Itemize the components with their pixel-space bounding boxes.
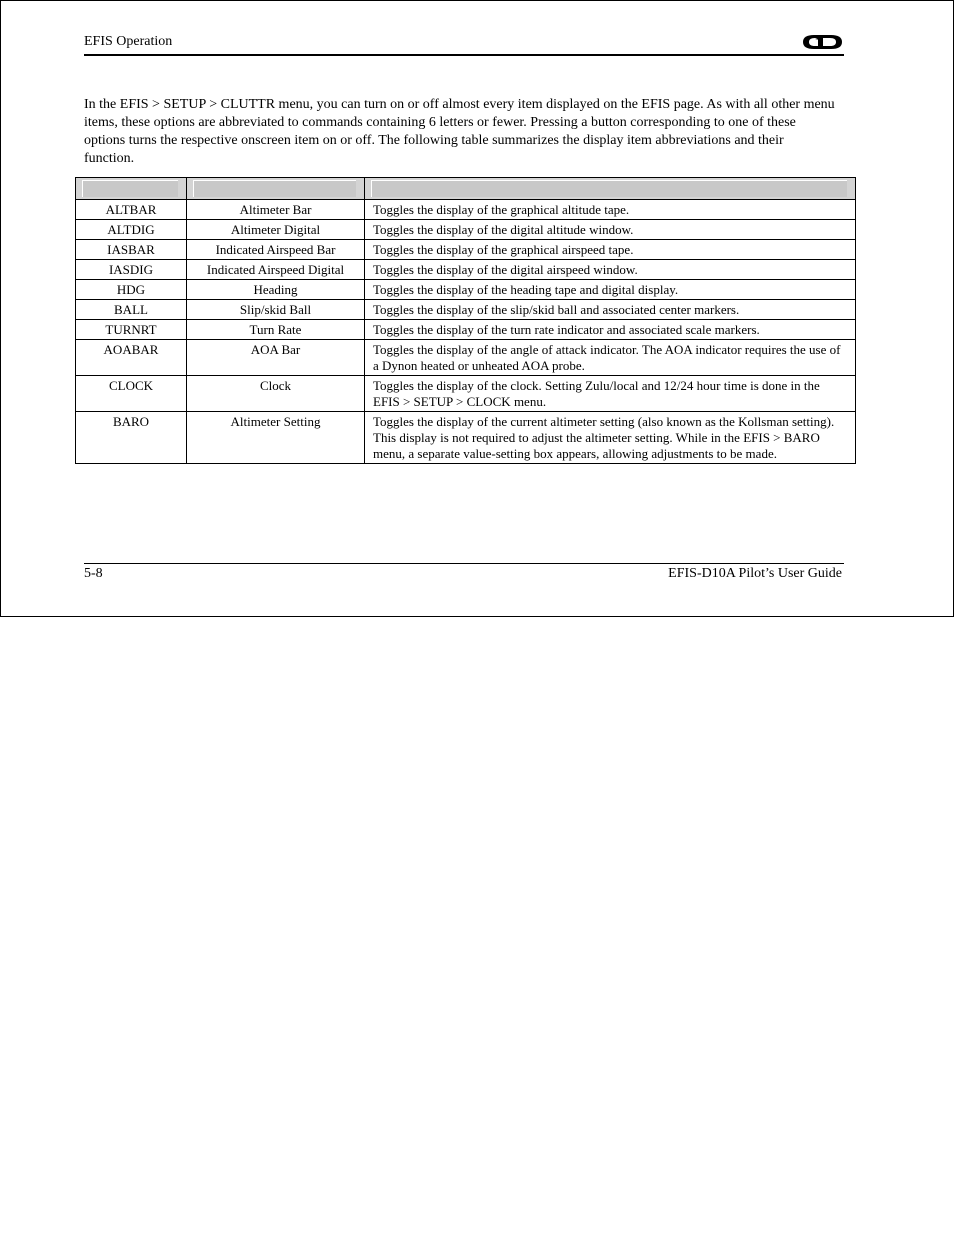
item-cell: Slip/skid Ball (187, 300, 365, 320)
abbreviation-cell: BARO (76, 412, 187, 464)
function-cell: Toggles the display of the angle of attack indicator. The AOA indicator requires the use of a Dynon heated or unheated AOA probe. (365, 340, 856, 376)
item-cell: Indicated Airspeed Digital (187, 260, 365, 280)
table-row (76, 280, 856, 300)
header-cell-item (187, 178, 365, 200)
page-header (84, 33, 844, 56)
guide-title: EFIS-D10A Pilot’s User Guide (668, 566, 842, 581)
table-header-row (76, 178, 856, 200)
abbreviation-cell: AOABAR (76, 340, 187, 376)
table-row (76, 220, 856, 240)
table-row (76, 412, 856, 464)
table-row (76, 200, 856, 220)
abbreviation-cell: ALTDIG (76, 220, 187, 240)
table-row (76, 240, 856, 260)
abbreviation-cell: IASBAR (76, 240, 187, 260)
function-cell: Toggles the display of the current altimeter setting (also known as the Kollsman setting). This display is not required to adjust the altimeter setting. While in the EFIS > BARO menu, a separate value-setting box appears, allowing adjustments to be made. (365, 412, 856, 464)
table-row (76, 320, 856, 340)
item-cell: Clock (187, 376, 365, 412)
function-cell: Toggles the display of the digital altitude window. (365, 220, 856, 240)
item-cell: Altimeter Digital (187, 220, 365, 240)
table-row (76, 340, 856, 376)
function-cell: Toggles the display of the clock. Setting Zulu/local and 12/24 hour time is done in the EFIS > SETUP > CLOCK menu. (365, 376, 856, 412)
dynon-logo-icon (800, 33, 844, 51)
function-cell: Toggles the display of the graphical airspeed tape. (365, 240, 856, 260)
abbreviation-cell: TURNRT (76, 320, 187, 340)
function-cell: Toggles the display of the slip/skid ball and associated center markers. (365, 300, 856, 320)
abbreviation-cell: HDG (76, 280, 187, 300)
item-cell: Turn Rate (187, 320, 365, 340)
function-cell: Toggles the display of the digital airspeed window. (365, 260, 856, 280)
page-footer (84, 563, 844, 588)
intro-paragraph: In the EFIS > SETUP > CLUTTR menu, you can turn on or off almost every item displayed on the EFIS page. As with all other menu items, these options are abbreviated to commands containing 6 letters or fewer. Pressing a button corresponding to one of these options turns the respective onscreen item on or off. The following table summarizes the display item abbreviations and their function. (84, 97, 835, 166)
page-number: 5-8 (84, 566, 103, 581)
item-cell: Altimeter Bar (187, 200, 365, 220)
abbreviation-cell: IASDIG (76, 260, 187, 280)
abbreviation-cell: CLOCK (76, 376, 187, 412)
table-row (76, 300, 856, 320)
function-cell: Toggles the display of the graphical altitude tape. (365, 200, 856, 220)
function-cell: Toggles the display of the heading tape and digital display. (365, 280, 856, 300)
table-row (76, 376, 856, 412)
item-cell: Altimeter Setting (187, 412, 365, 464)
clutter-table (75, 177, 856, 464)
abbreviation-cell: BALL (76, 300, 187, 320)
function-cell: Toggles the display of the turn rate indicator and associated scale markers. (365, 320, 856, 340)
table-body (76, 200, 856, 464)
item-cell: AOA Bar (187, 340, 365, 376)
header-title: EFIS Operation (84, 34, 173, 49)
header-cell-function (365, 178, 856, 200)
table-row (76, 260, 856, 280)
header-cell-abbreviation (76, 178, 187, 200)
abbreviation-cell: ALTBAR (76, 200, 187, 220)
item-cell: Indicated Airspeed Bar (187, 240, 365, 260)
item-cell: Heading (187, 280, 365, 300)
